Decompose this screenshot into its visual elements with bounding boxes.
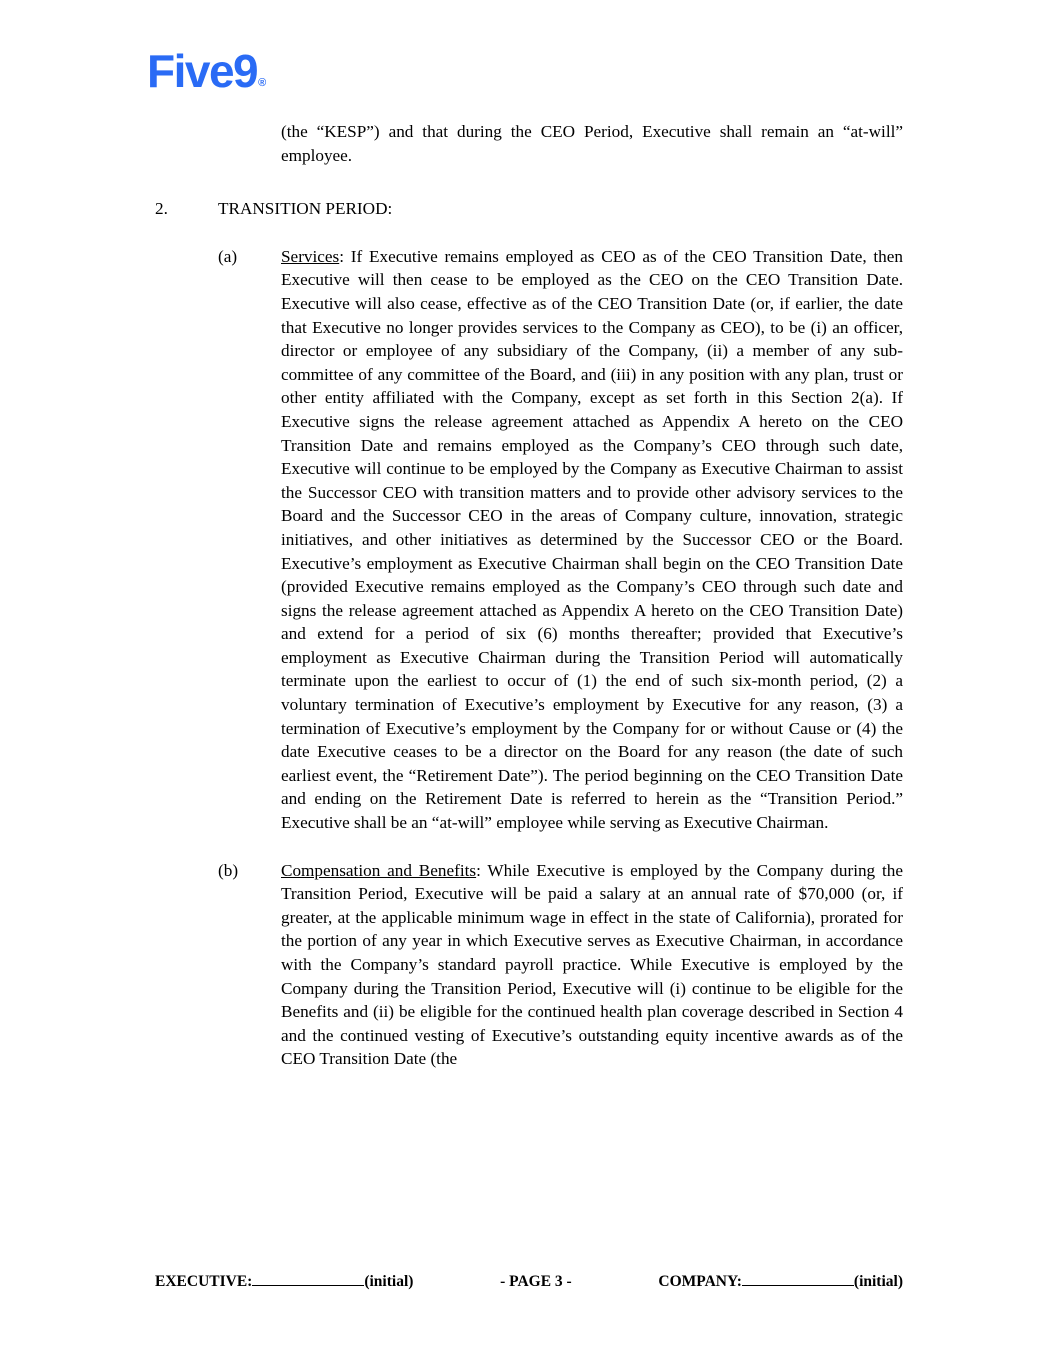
section-2-heading	[155, 197, 903, 221]
executive-label: EXECUTIVE:	[155, 1272, 253, 1290]
executive-initial-line	[252, 1272, 364, 1286]
clause-b-heading: Compensation and Benefits	[281, 860, 477, 880]
company-label: COMPANY:	[658, 1272, 742, 1290]
company-signature-block	[658, 1272, 903, 1291]
section-title: TRANSITION PERIOD:	[218, 199, 393, 219]
executive-initial-label: (initial)	[364, 1272, 414, 1290]
clause-b	[155, 859, 903, 1071]
clause-b-paragraph	[281, 859, 903, 1071]
clause-a-paragraph	[281, 245, 903, 835]
document-body	[155, 120, 903, 1071]
company-initial-label: (initial)	[853, 1272, 903, 1290]
clause-a-label: (a)	[218, 246, 238, 266]
five9-logo	[147, 45, 267, 97]
clause-a	[155, 245, 903, 835]
executive-signature-block	[155, 1272, 413, 1291]
page-number: - PAGE 3 -	[500, 1272, 572, 1290]
clause-a-heading: Services	[281, 246, 340, 266]
clause-b-label: (b)	[218, 860, 239, 880]
company-initial-line	[742, 1272, 854, 1286]
registered-trademark-mark: ®	[258, 77, 267, 89]
clause-a-text: : If Executive remains employed as CEO as of the CEO Transition Date, then Executive will then cease to be employed as the CEO on the CEO Transition Date. Executive will also cease, effective as of the CEO Transition Date (or, if earlier, the date that Executive no longer provides services to the Company as CEO), to be (i) an officer, director or employee of any subsidiary of the Company, (ii) a member of any sub-committee of any committee of the Board, and (iii) in any position with any plan, trust or other entity affiliated with the Company, except as set forth in this Section 2(a). If Executive signs the release agreement attached as Appendix A hereto on the CEO Transition Date and remains employed as the Company’s CEO through such date, Executive will continue to be employed by the Company as Executive Chairman to assist the Successor CEO with transition matters and to provide other advisory services to the Board and the Successor CEO in the areas of Company culture, innovation, strategic initiatives, and other initiatives as determined by the Successor CEO or the Board. Executive’s employment as Executive Chairman shall begin on the CEO Transition Date (provided Executive remains employed as the Company’s CEO through such date and signs the release agreement attached as Appendix A hereto on the CEO Transition Date) and extend for a period of six (6) months thereafter; provided that Executive’s employment as Executive Chairman during the Transition Period will automatically terminate upon the earliest to occur of (1) the end of such six-month period, (2) a voluntary termination of Executive’s employment by Executive for any reason, (3) a termination of Executive’s employment by the Company for or without Cause or (4) the date Executive ceases to be a director on the Board for any reason (the date of such earliest event, the “Retirement Date”). The period beginning on the CEO Transition Date and ending on the Retirement Date is referred to herein as the “Transition Period.” Executive shall be an “at-will” employee while serving as Executive Chairman.	[281, 246, 903, 833]
page-footer	[155, 1272, 903, 1291]
clause-b-text: : While Executive is employed by the Company during the Transition Period, Executive will be paid a salary at an annual rate of $70,000 (or, if greater, at the applicable minimum wage in effect in the state of California), prorated for the portion of any year in which Executive serves as Executive Chairman, in accordance with the Company’s standard payroll practice. While Executive is employed by the Company during the Transition Period, Executive will (i) continue to be eligible for the Benefits and (ii) be eligible for the continued health plan coverage described in Section 4 and the continued vesting of Executive’s outstanding equity incentive awards as of the CEO Transition Date (the	[281, 860, 903, 1069]
section-number: 2.	[155, 199, 168, 219]
five9-logo-text: Five9	[147, 45, 258, 97]
intro-paragraph: (the “KESP”) and that during the CEO Period, Executive shall remain an “at-will” employee.	[281, 122, 903, 165]
